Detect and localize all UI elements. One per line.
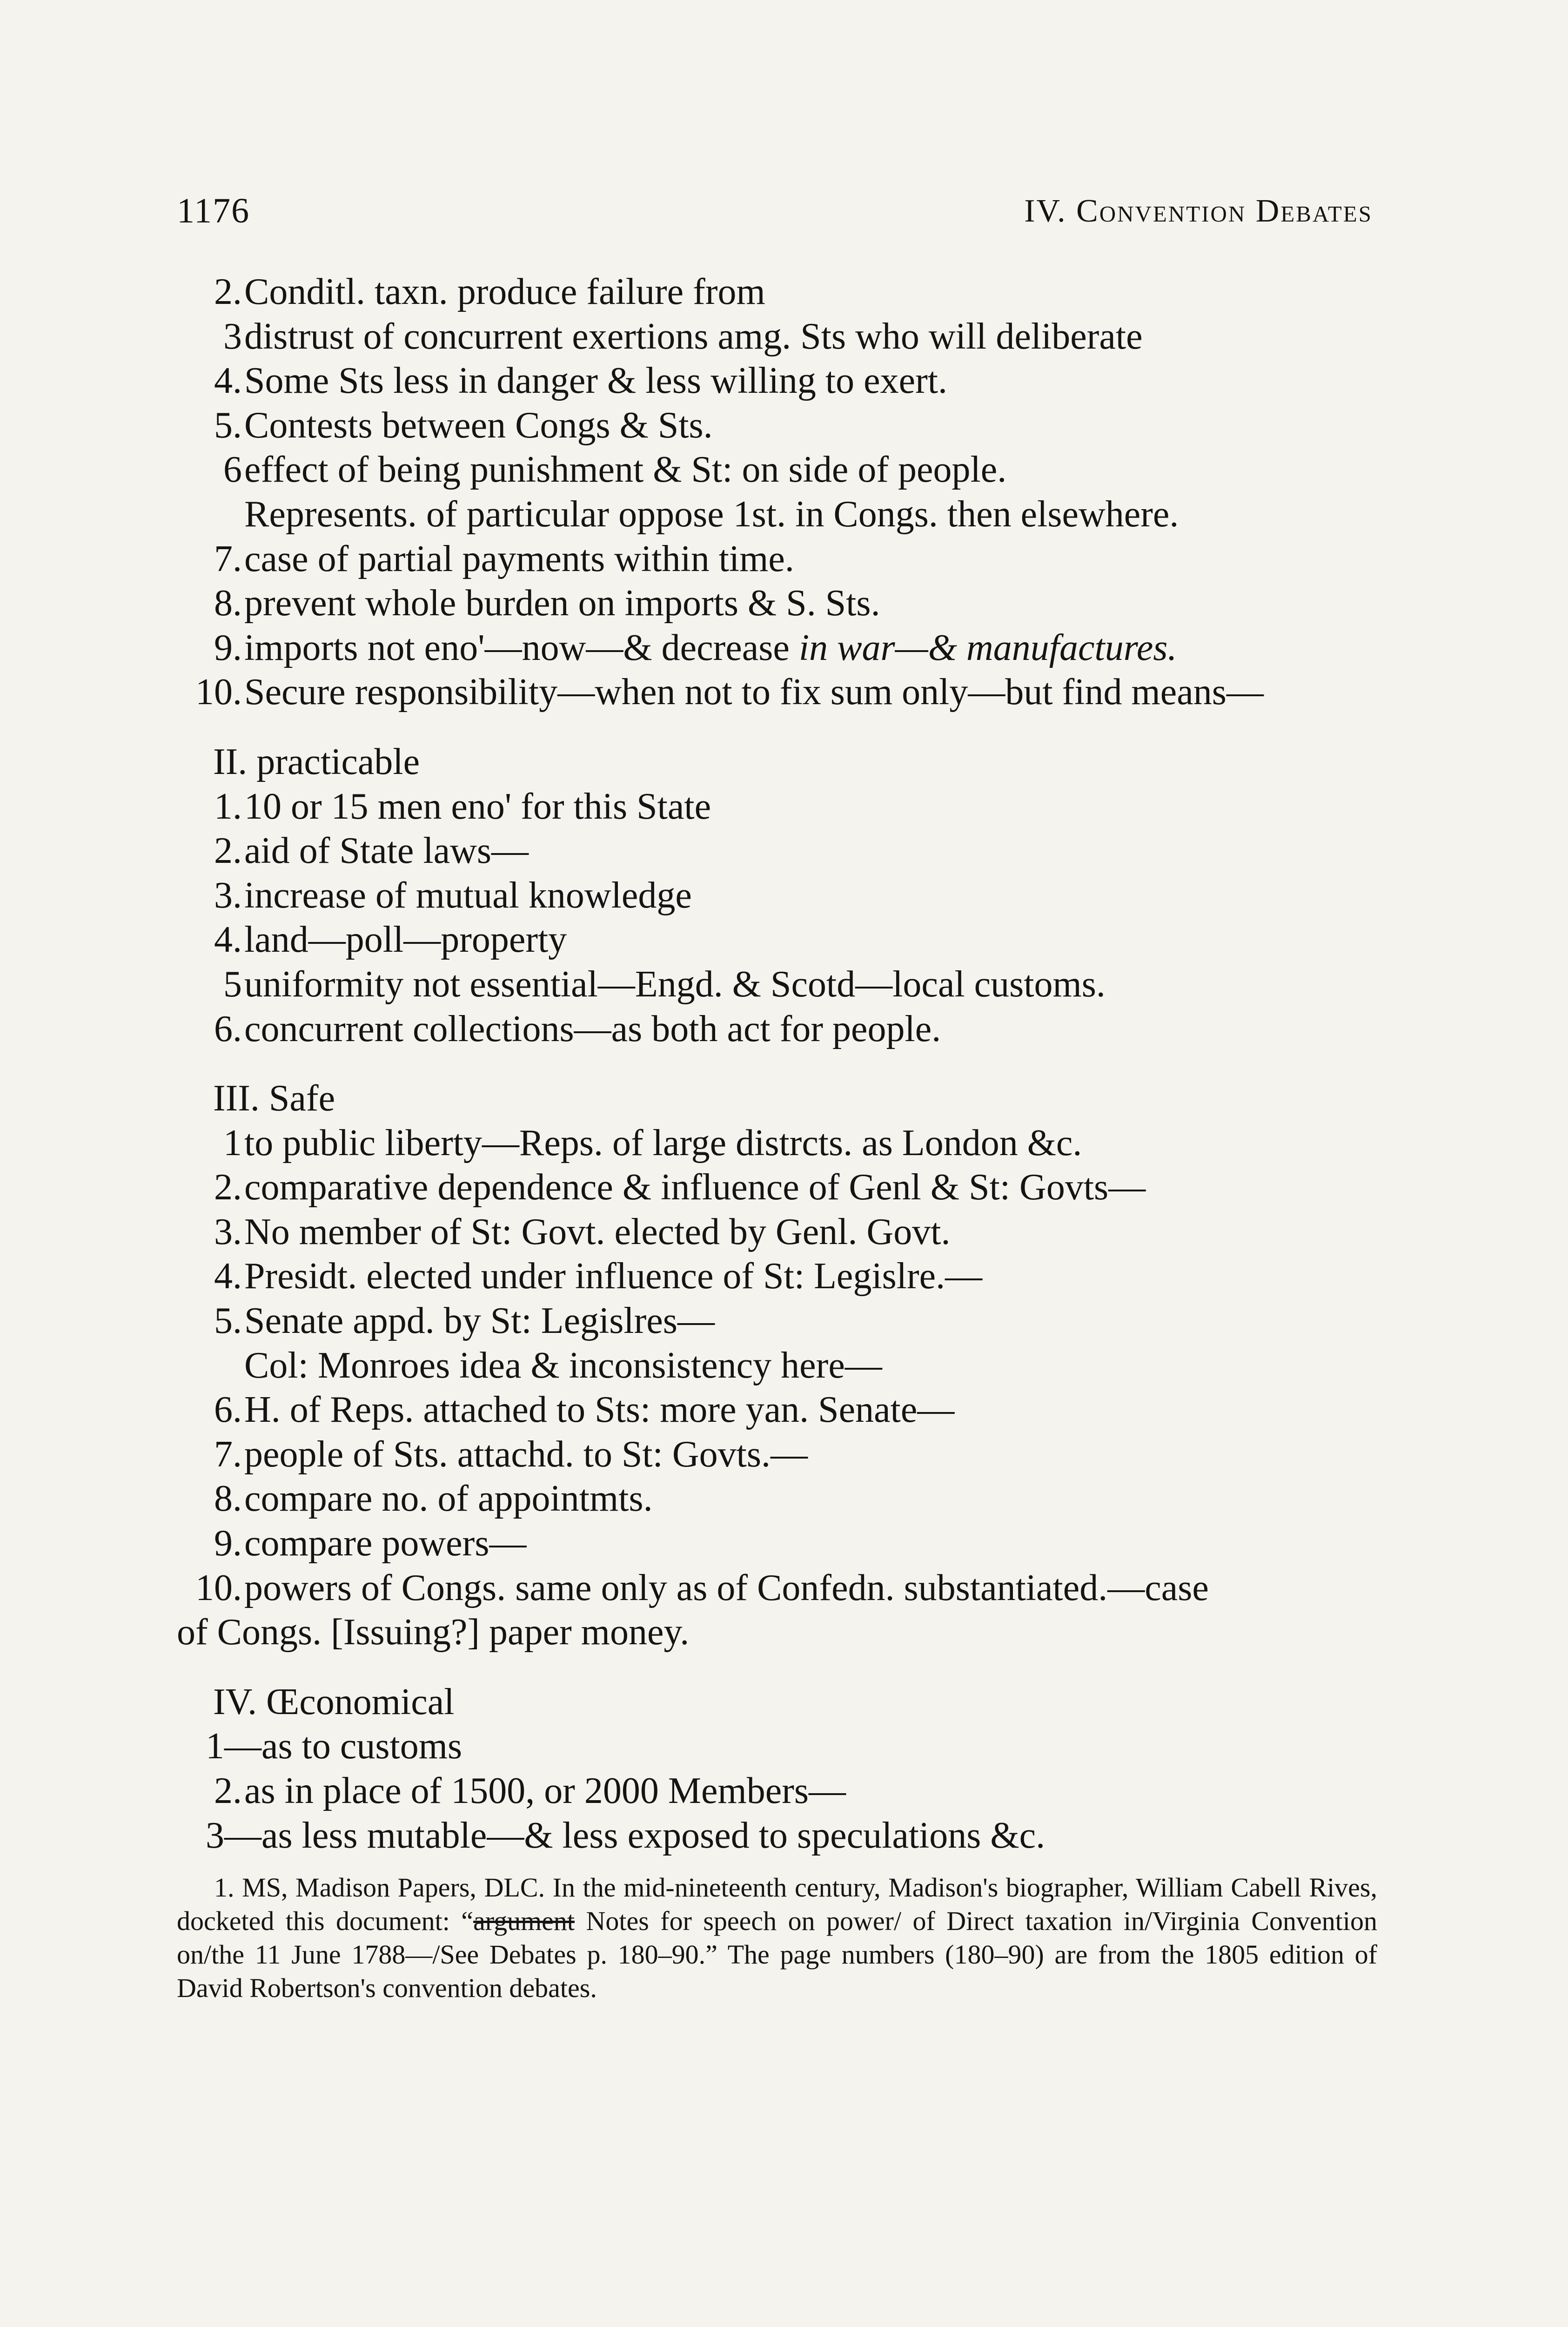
section-heading: IV. Œconomical [213, 1681, 455, 1722]
list-item-continuation: of Congs. [Issuing?] paper money. [177, 1612, 690, 1653]
list-item: 3 distrust of concurrent exertions amg. Sts who will deliberate [223, 316, 1143, 357]
list-item: 5 uniformity not essential—Engd. & Scotd—local customs. [223, 963, 1106, 1005]
list-item: 2. aid of State laws— [214, 830, 529, 872]
list-item: 8. prevent whole burden on imports & S. Sts. [214, 583, 880, 624]
struck-word: argument [473, 1906, 575, 1936]
list-item: 2. Conditl. taxn. produce failure from [214, 271, 765, 312]
list-item: 4. land—poll—property [214, 919, 567, 961]
list-item: 4. Some Sts less in danger & less willing to exert. [214, 360, 947, 402]
list-item: 1—as to customs [206, 1726, 462, 1767]
list-item: 5. Contests between Congs & Sts. [214, 404, 713, 446]
running-head: IV. Convention Debates [1024, 193, 1373, 229]
list-item: Represents. of particular oppose 1st. in Congs. then elsewhere. [244, 493, 1179, 535]
list-item: 2. comparative dependence & influence of Genl & St: Govts— [214, 1167, 1146, 1208]
list-item: 1 to public liberty—Reps. of large distrcts. as London &c. [223, 1122, 1082, 1164]
list-item: 6. concurrent collections—as both act for people. [214, 1008, 941, 1049]
list-item: 10. Secure responsibility—when not to fix sum only—but find means— [195, 672, 1264, 713]
list-item: 7. people of Sts. attachd. to St: Govts.— [214, 1433, 808, 1475]
list-item: 10. powers of Congs. same only as of Confedn. substantiated.—case [195, 1567, 1209, 1608]
list-item: 2. as in place of 1500, or 2000 Members— [214, 1770, 846, 1811]
body-text [177, 270, 1377, 1858]
list-item: 3. No member of St: Govt. elected by Genl. Govt. [214, 1211, 951, 1252]
section-heading: III. Safe [213, 1078, 335, 1119]
list-item: 3. increase of mutual knowledge [214, 874, 692, 916]
list-item: Col: Monroes idea & inconsistency here— [244, 1345, 882, 1386]
list-item: 4. Presidt. elected under influence of St: Legislre.— [214, 1256, 983, 1297]
list-item: 9. imports not eno'—now—& decrease in war—& manufactures. [214, 627, 1177, 668]
list-item: 8. compare no. of appointmts. [214, 1478, 653, 1520]
page-header [177, 191, 1373, 237]
footnote: 1. MS, Madison Papers, DLC. In the mid-nineteenth century, Madison's biographer, William Cabell Rives, docketed this document: “argument Notes for speech on power/ of Direct taxation in/Virginia Convention on/the 11 June 1788—/See Debates p. 180–90.” The page numbers (180–90) are from the 1805 edition of David Robertson's convention debates. [177, 1872, 1377, 2003]
list-item: 9. compare powers— [214, 1523, 527, 1564]
list-item: 6 effect of being punishment & St: on side of people. [223, 449, 1007, 491]
list-item: 5. Senate appd. by St: Legislres— [214, 1300, 715, 1342]
list-item: 1. 10 or 15 men eno' for this State [214, 786, 711, 827]
list-item: 6. H. of Reps. attached to Sts: more yan. Senate— [214, 1389, 955, 1431]
list-item: 3—as less mutable—& less exposed to speculations &c. [206, 1815, 1045, 1856]
page-number: 1176 [177, 191, 250, 230]
list-item: 7. case of partial payments within time. [214, 538, 794, 579]
section-heading: II. practicable [213, 741, 420, 782]
